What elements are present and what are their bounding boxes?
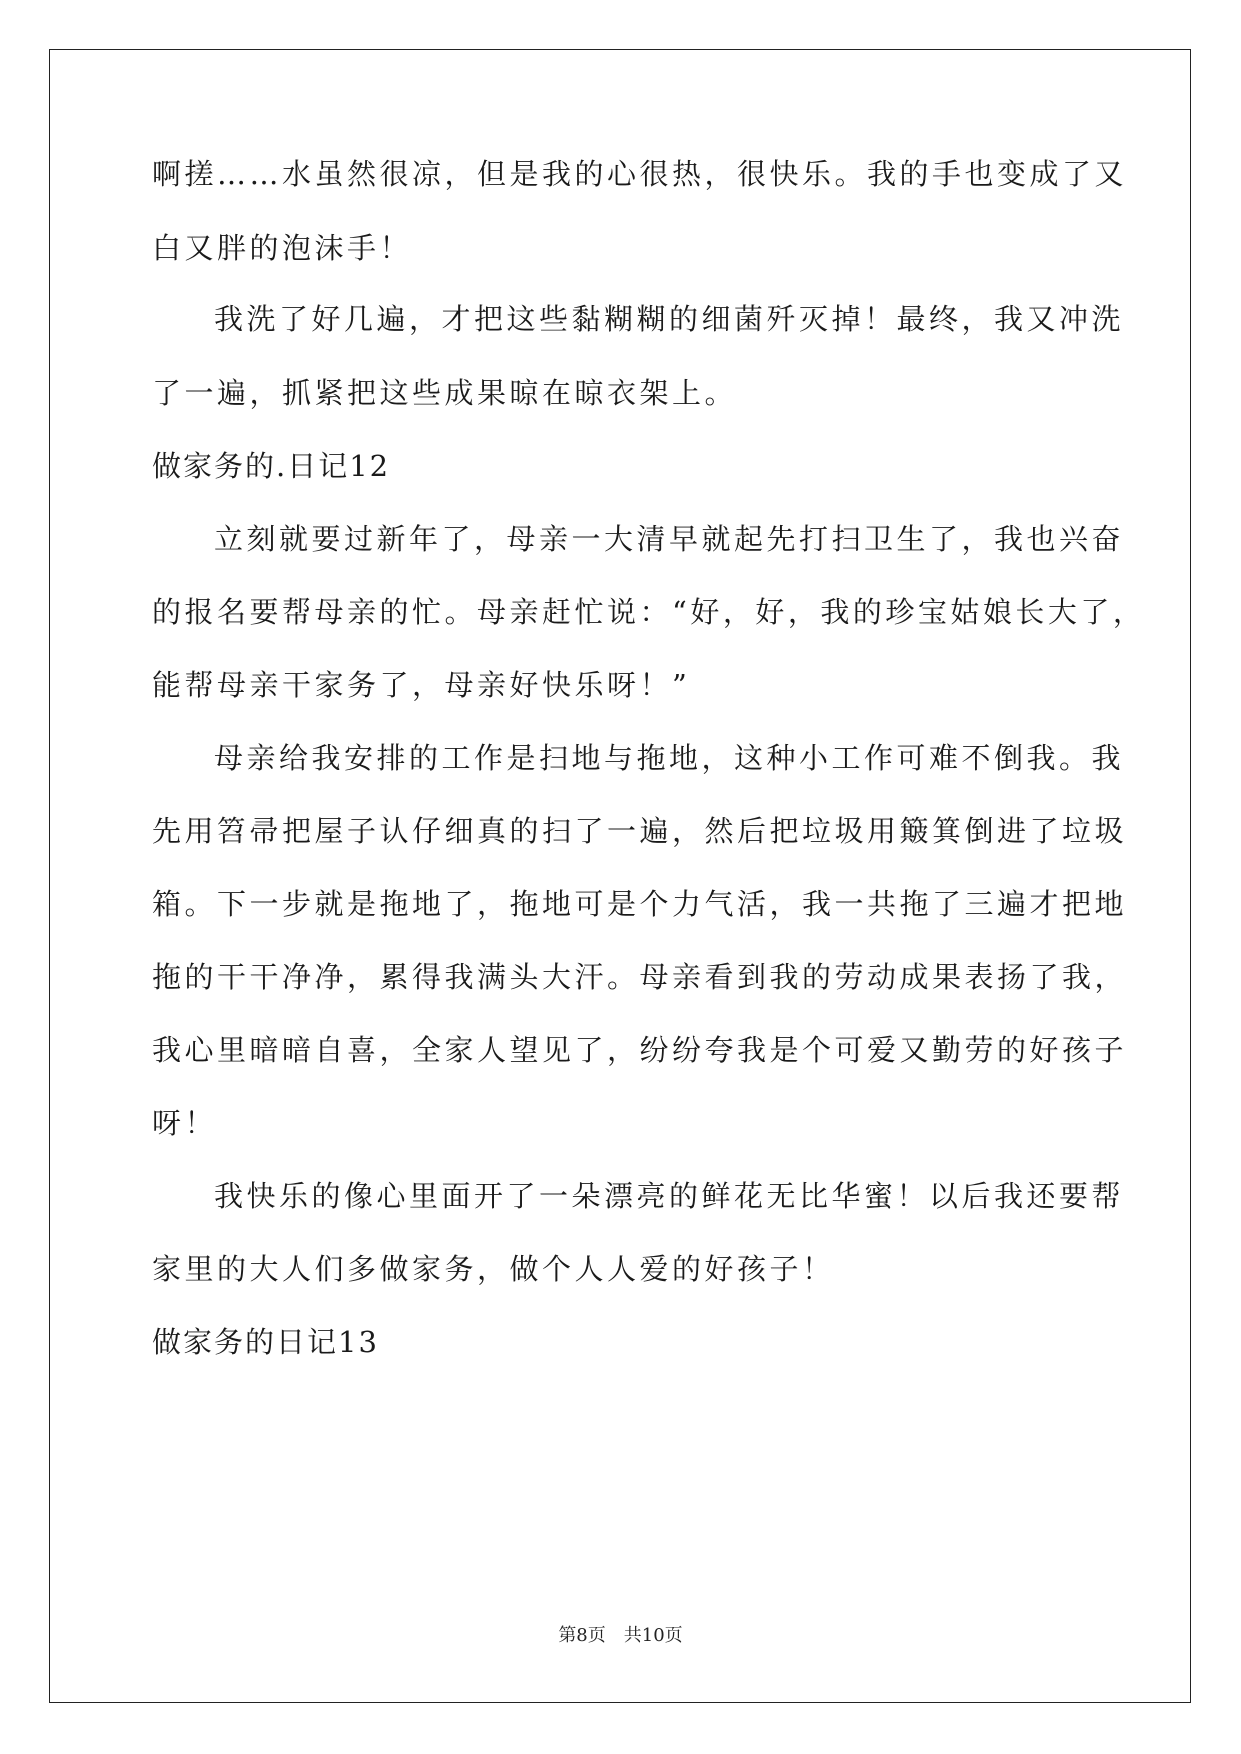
page-border (49, 49, 1191, 1703)
paragraph-start: 我快乐的像心里面开了一朵漂亮的鲜花无比华蜜！以后我还要帮 (214, 1179, 1125, 1213)
text-line: 我心里暗暗自喜，全家人望见了，纷纷夸我是个可爱又勤劳的好孩子 (152, 1033, 1128, 1067)
text-line: 啊搓……水虽然很凉，但是我的心很热，很快乐。我的手也变成了又 (152, 157, 1128, 191)
text-line: 能帮母亲干家务了，母亲好快乐呀！” (152, 668, 691, 702)
text-line: 的报名要帮母亲的忙。母亲赶忙说：“好，好，我的珍宝姑娘长大了， (152, 595, 1146, 629)
paragraph-start: 立刻就要过新年了，母亲一大清早就起先打扫卫生了，我也兴奋 (214, 522, 1125, 556)
section-heading: 做家务的.日记12 (152, 449, 391, 483)
paragraph-start: 我洗了好几遍，才把这些黏糊糊的细菌歼灭掉！最终，我又冲洗 (214, 302, 1125, 336)
text-line: 了一遍，抓紧把这些成果晾在晾衣架上。 (152, 376, 738, 410)
text-line: 箱。下一步就是拖地了，拖地可是个力气活，我一共拖了三遍才把地 (152, 887, 1128, 921)
text-line: 先用笤帚把屋子认仔细真的扫了一遍，然后把垃圾用簸箕倒进了垃圾 (152, 814, 1128, 848)
text-line: 白又胖的泡沫手！ (152, 231, 413, 265)
page-number-footer: 第8页 共10页 (558, 1625, 683, 1646)
text-line: 呀！ (152, 1106, 218, 1140)
text-line: 家里的大人们多做家务，做个人人爱的好孩子！ (152, 1252, 835, 1286)
paragraph-start: 母亲给我安排的工作是扫地与拖地，这种小工作可难不倒我。我 (214, 741, 1125, 775)
section-heading: 做家务的日记13 (152, 1325, 379, 1359)
text-line: 拖的干干净净，累得我满头大汗。母亲看到我的劳动成果表扬了我， (152, 960, 1128, 994)
